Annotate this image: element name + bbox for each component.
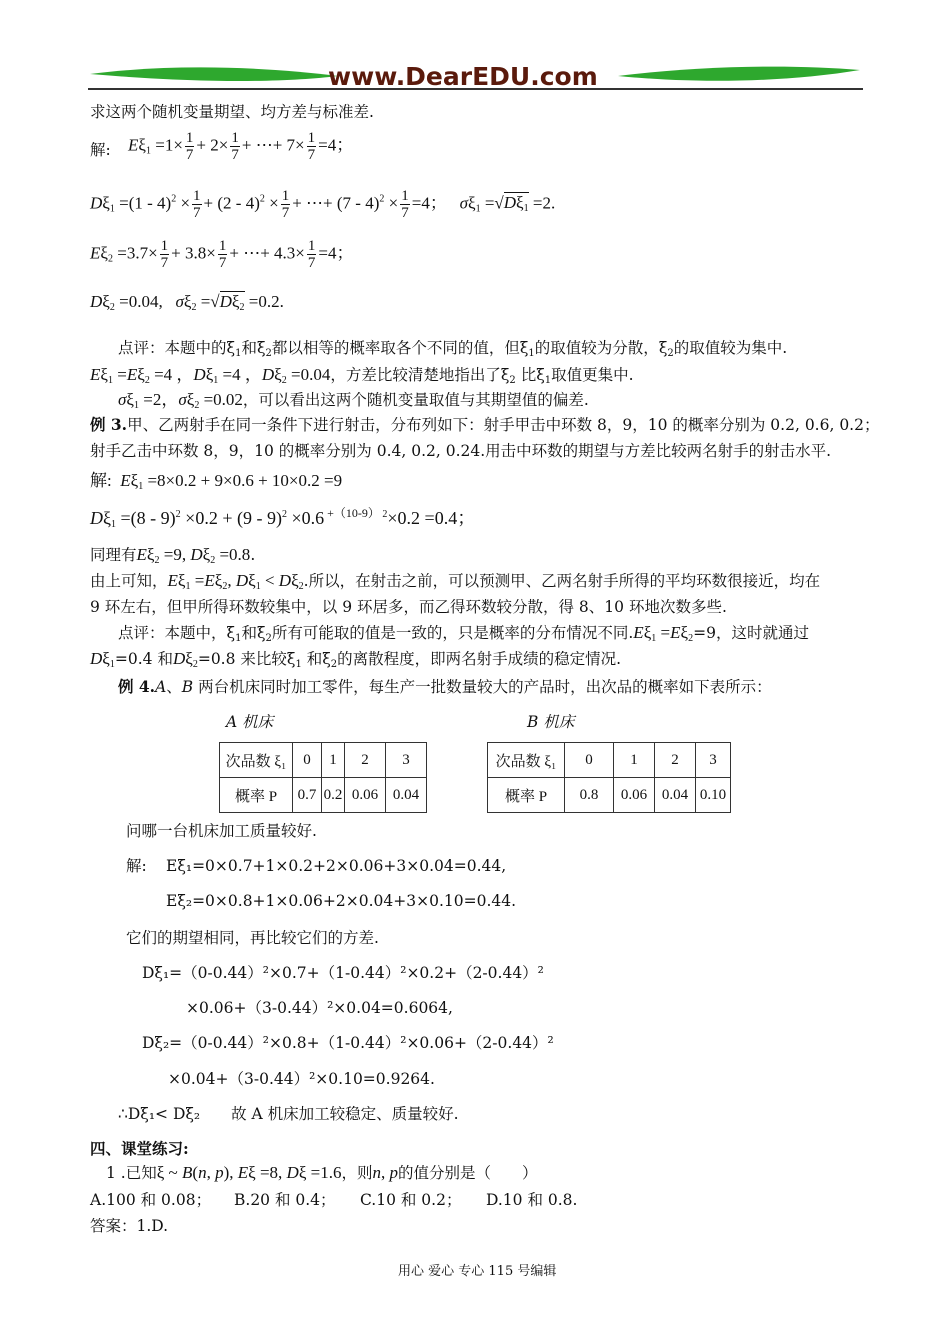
table-b-title: B 机床 bbox=[527, 713, 575, 731]
question-line: 问哪一台机床加工质量较好. bbox=[126, 822, 317, 840]
example3-e-xi1: 解: $E\xi_1 =8\times 0.2 + 9\times 0.6 + 10\times 0.2 =9$ bbox=[90, 471, 343, 492]
choice-c: C.10 和 0.2； bbox=[360, 1191, 462, 1209]
choice-b: B.20 和 0.4； bbox=[234, 1191, 336, 1209]
table-cell: 2 bbox=[345, 743, 386, 778]
choice-d: D.10 和 0.8. bbox=[486, 1191, 578, 1209]
table-cell: 概率 P bbox=[220, 778, 293, 813]
header-banner bbox=[88, 60, 863, 96]
table-cell: 概率 P bbox=[488, 778, 565, 813]
answer-line: 答案：1.D. bbox=[90, 1217, 169, 1235]
d-xi2-calc-a: Dξ₂=（0-0.44）²×0.8+（1-0.44）²×0.06+（2-0.44）² bbox=[142, 1034, 554, 1052]
same-exp-line: 它们的期望相同，再比较它们的方差. bbox=[126, 929, 379, 947]
formula-e-xi1: $E\xi_1 =1\times$ $\frac{1}{7}$ + 2× $\frac{1}{7}$ + ⋯+ 7× $\frac{1}{7}$ =4； bbox=[128, 130, 354, 163]
table-cell: 0.04 bbox=[386, 778, 427, 813]
table-cell: 0.06 bbox=[614, 778, 655, 813]
table-cell: 0.10 bbox=[696, 778, 731, 813]
table-cell: 次品数 ξ₁ bbox=[488, 743, 565, 778]
comment2-line1: 点评：本题中，$\xi_1$和$\xi_2$所有可能取的值是一致的，只是概率的分布情况不同$.E\xi_1 =E\xi_2=9$，这时就通过 bbox=[118, 623, 809, 644]
therefore-line: ∴Dξ₁< Dξ₂ 故 A 机床加工较稳定、质量较好. bbox=[118, 1105, 459, 1123]
e-xi2-calc: Eξ₂=0×0.8+1×0.06+2×0.04+3×0.10=0.44. bbox=[166, 892, 517, 910]
choice-a: A.100 和 0.08； bbox=[90, 1191, 212, 1209]
table-cell: 1 bbox=[322, 743, 345, 778]
d-xi2-calc-b: ×0.04+（3-0.44）²×0.10=0.9264. bbox=[168, 1070, 435, 1088]
question1-line: 1 .已知ξ ~ B(n, p), Eξ =8, Dξ =1.6，则n, p的值分别是（ ） bbox=[106, 1163, 538, 1182]
e-xi1-calc: Eξ₁=0×0.7+1×0.2+2×0.06+3×0.04=0.44, bbox=[166, 857, 507, 875]
example3-line1: 例 3.甲、乙两射手在同一条件下进行射击，分布列如下：射手甲击中环数 8，9，10 的概率分别为 0.2, 0.6, 0.2； bbox=[90, 415, 880, 434]
table-cell: 0.2 bbox=[322, 778, 345, 813]
section-title: 四、课堂练习: bbox=[90, 1139, 189, 1158]
page-footer: 用心 爱心 专心 115 号编辑 bbox=[398, 1264, 557, 1279]
formula-d-xi2: $D\xi_2 =0.04$, $\sigma\xi_2 =√D\xi_2 =0.2$. bbox=[90, 292, 284, 313]
conclude-line2: 9 环左右，但甲所得环数较集中，以 9 环居多，而乙得环数较分散，得 8、10 环地次数多些. bbox=[90, 598, 727, 616]
d-xi1-calc-b: ×0.06+（3-0.44）²×0.04=0.6064, bbox=[186, 999, 453, 1017]
comment1-line3: $\sigma\xi_1 =2$，$\sigma\xi_2 =0.02$，可以看出这两个随机变量取值与其期望值的偏差. bbox=[118, 390, 589, 411]
d-xi1-calc-a: Dξ₁=（0-0.44）²×0.7+（1-0.44）²×0.2+（2-0.44）² bbox=[142, 964, 544, 982]
comment1-line1: 点评：本题中的$\xi_1$和$\xi_2$都以相等的概率取各个不同的值，但$\xi_1$的取值较为分散，$\xi_2$的取值较为集中. bbox=[118, 339, 788, 359]
table-row bbox=[220, 743, 427, 778]
table-row bbox=[488, 778, 731, 813]
formula-d-xi1: $D\xi_1 =(1 - 4)^2$ × $\frac{1}{7}$ + (2 - 4)$^2$ × $\frac{1}{7}$ + ⋯+ (7 - 4)$^2$ × $\frac{1}{7}$ =4； $\sigma\xi_1 =√D\xi_1 =2$. bbox=[90, 188, 556, 221]
intro-line: 求这两个随机变量期望、均方差与标准差. bbox=[90, 103, 374, 121]
table-cell: 3 bbox=[696, 743, 731, 778]
table-cell: 0.7 bbox=[293, 778, 322, 813]
table-cell: 0.06 bbox=[345, 778, 386, 813]
example4-line: 例 4.A、B 两台机床同时加工零件，每生产一批数量较大的产品时，出次品的概率如下表所示： bbox=[118, 677, 772, 696]
table-cell: 2 bbox=[655, 743, 696, 778]
table-a bbox=[219, 742, 427, 813]
table-row bbox=[220, 778, 427, 813]
table-cell: 0 bbox=[293, 743, 322, 778]
table-cell: 次品数 ξ₁ bbox=[220, 743, 293, 778]
solution-label-2: 解: bbox=[126, 857, 147, 875]
table-cell: 3 bbox=[386, 743, 427, 778]
comment2-line2: $D\xi_1=0.4$ 和$D\xi_2=0.8$ 来比较$\xi_1$ 和$\xi_2$的离散程度，即两名射手成绩的稳定情况. bbox=[90, 649, 622, 670]
table-cell: 0 bbox=[565, 743, 614, 778]
solution-label: 解: bbox=[90, 141, 111, 159]
formula-e-xi2: $E\xi_2 =3.7\times$ $\frac{1}{7}$ + 3.8× $\frac{1}{7}$ + ⋯+ 4.3× $\frac{1}{7}$ =4； bbox=[90, 238, 354, 271]
example3-d-xi1: $D\xi_1 =(8 - 9)^2 \times 0.2 + (9 - 9)^2 \times 0.6$ $^{+(10-9)}$ $^2$×0.2 =0.4； bbox=[90, 506, 476, 530]
table-cell: 0.04 bbox=[655, 778, 696, 813]
table-cell: 1 bbox=[614, 743, 655, 778]
table-cell: 0.8 bbox=[565, 778, 614, 813]
table-a-title: A 机床 bbox=[226, 713, 274, 731]
example3-line2: 射手乙击中环数 8，9，10 的概率分别为 0.4, 0.2, 0.24.用击中环数的期望与方差比较两名射手的射击水平. bbox=[90, 442, 832, 460]
same-line: 同理有$E\xi_2 =9$, $D\xi_2 =0.8$. bbox=[90, 545, 256, 566]
table-row bbox=[488, 743, 731, 778]
table-b bbox=[487, 742, 731, 813]
conclude-line1: 由上可知，$E\xi_1 =E\xi_2$, $D\xi_1 < D\xi_2$.所以，在射击之前，可以预测甲、乙两名射手所得的平均环数很接近，均在 bbox=[90, 571, 821, 592]
site-title[interactable]: www.DearEDU.com bbox=[328, 62, 598, 91]
comment1-line2: $E\xi_1 =E\xi_2 =4$ ，$D\xi_1 =4$ ，$D\xi_2 =0.04$，方差比较清楚地指出了$\xi_2$ 比$\xi_1$取值更集中. bbox=[90, 365, 634, 386]
